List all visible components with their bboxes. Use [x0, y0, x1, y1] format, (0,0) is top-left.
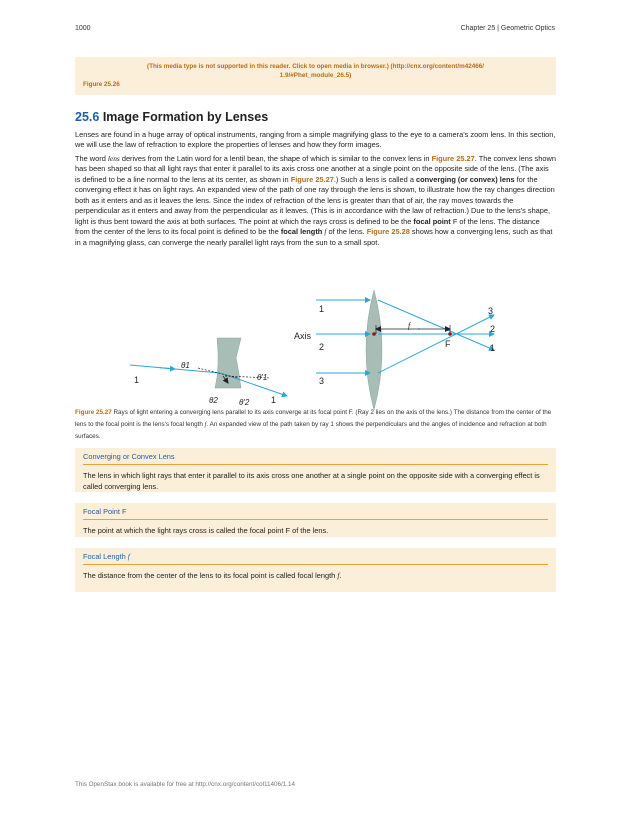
definition-text-body: The distance from the center of the lens to its focal point is called focal length	[83, 571, 336, 580]
text-span: shows how a converging lens, such as that in a magnifying glass, can converge the nearly parallel light rays from the sun to a small spot.	[75, 227, 553, 247]
media-link-line2[interactable]: 1.9/#Phet_module_26.5)	[279, 72, 352, 80]
definition-converging-lens	[75, 448, 556, 492]
definition-title-text: Focal Length	[83, 552, 126, 561]
figure-link[interactable]: Figure 25.28	[366, 227, 410, 237]
page-number: 1000	[75, 25, 91, 32]
converging-lens	[366, 290, 382, 410]
caption-label: Figure 25.27	[75, 409, 112, 416]
text-span: The word	[75, 154, 108, 163]
ray-2-label: 2	[319, 342, 325, 352]
definition-text: The point at which the light rays cross is called the focal point F of the lens.	[83, 526, 329, 535]
text-span: .) Such a lens is called a	[333, 174, 416, 184]
inset-ray-label: 1	[134, 375, 140, 385]
text-span: for the converging effect it has on light rays. An expanded view of the path of one ray through the lens is shown, to illustrate how the ray changes direction both as it enters and as it leaves the lens. Since the index of refraction of the lens is greater than that of air, the ray moves towards the perpendicular as it enters and away from the perpendicular as it leaves. (This is in accordance with the law of refraction.) Due to the lens's shape, light is thus bent toward the axis at both surfaces. The point at which the rays cross is defined to be the	[75, 174, 555, 226]
media-link[interactable]	[83, 62, 548, 80]
inset-ray-in-arrow	[160, 368, 175, 369]
text-span: . The convex lens shown has been shaped so that all light rays that enter it parallel to its axis cross one another at a single point on the opposite side of the lens. (The axis is defined to be a line normal to the lens at its center, as shown in	[75, 154, 556, 184]
caption-text: . An expanded view of the path taken by ray 1 shows the perpendiculars and the angles of incidence and refraction at both surfaces.	[75, 420, 547, 440]
definition-text: The lens in which light rays that enter it parallel to its axis cross one another at a single point on the opposite side with a converging effect is called converging lens.	[83, 471, 540, 491]
ray-3-out	[378, 315, 494, 373]
definition-text-f: f	[337, 571, 340, 580]
ray-2-exit-label: 2	[490, 324, 496, 334]
inset-lens-block	[215, 338, 241, 388]
symbol-f: f	[324, 227, 327, 237]
section-title-text: Image Formation by Lenses	[102, 110, 269, 124]
ray-1-out	[378, 300, 494, 350]
footer-note: This OpenStax book is available for free at http://cnx.org/content/col11406/1.14	[75, 781, 296, 788]
ray-1-label: 1	[319, 304, 325, 314]
term-focal-length: focal length	[280, 227, 323, 237]
definition-title: Focal Point F	[83, 507, 548, 520]
definition-focal-point	[75, 503, 556, 537]
theta1-prime-label: θ′1	[257, 373, 268, 382]
term-focal-point: focal point	[413, 216, 451, 226]
definition-title-f: f	[127, 552, 130, 561]
media-figure-label: Figure 25.26	[83, 81, 120, 89]
theta2-label: θ2	[209, 396, 218, 405]
definition-title: Converging or Convex Lens	[83, 452, 548, 465]
text-span: derives from the Latin word for a lentil bean, the shape of which is similar to the convex lens in	[119, 154, 432, 163]
italic-lens: lens	[107, 154, 120, 163]
figure-caption	[75, 407, 556, 443]
focal-point-dot	[448, 332, 452, 336]
figure-link[interactable]: Figure 25.27	[290, 174, 334, 184]
definition-focal-length	[75, 548, 556, 592]
ray-3-exit-label: 3	[488, 306, 494, 316]
text-span: of the lens.	[326, 227, 367, 237]
chapter-header: Chapter 25 | Geometric Optics	[460, 25, 555, 32]
definition-text-end: .	[339, 571, 342, 580]
text-span: F of the lens. The distance from the center of the lens to its focal point is defined to be the	[75, 216, 540, 237]
section-number: 25.6	[75, 110, 100, 124]
figure-link[interactable]: Figure 25.27	[431, 154, 475, 163]
axis-label: Axis	[294, 331, 312, 341]
definition-title	[83, 552, 548, 565]
media-link-line1[interactable]: (This media type is not supported in this reader. Click to open media in browser.) (http://cnx.org/content/m42466/	[147, 63, 484, 70]
ray-1-exit-label: 1	[490, 343, 496, 353]
definition-text	[83, 571, 548, 582]
focal-point-label: F	[445, 339, 451, 349]
intro-paragraph: Lenses are found in a huge array of optical instruments, ranging from a simple magnifying glass to the eye to a camera's zoom lens. In this section, we will use the law of refraction to explore the properties of lenses and how they form images.	[75, 130, 556, 150]
lens-paragraph	[75, 154, 556, 248]
caption-text: Rays of light entering a converging lens parallel to its axis converge at its focal point F. (Ray 2 lies on the axis of the lens.) The distance from the center of the lens to the focal point is the lens's focal length	[75, 409, 552, 428]
theta1-label: θ1	[181, 361, 190, 370]
inset-exit-ray-label: 1	[271, 395, 277, 405]
section-title	[75, 110, 268, 124]
lens-diagram	[120, 288, 520, 410]
lens-center-dot	[372, 332, 376, 336]
ray-3-label: 3	[319, 376, 325, 386]
media-placeholder[interactable]	[75, 57, 556, 95]
term-converging-lens: converging (or convex) lens	[416, 174, 515, 184]
theta2-prime-label: θ′2	[239, 398, 250, 407]
focal-length-label: f	[408, 321, 411, 330]
caption-f-symbol: f	[204, 420, 207, 428]
